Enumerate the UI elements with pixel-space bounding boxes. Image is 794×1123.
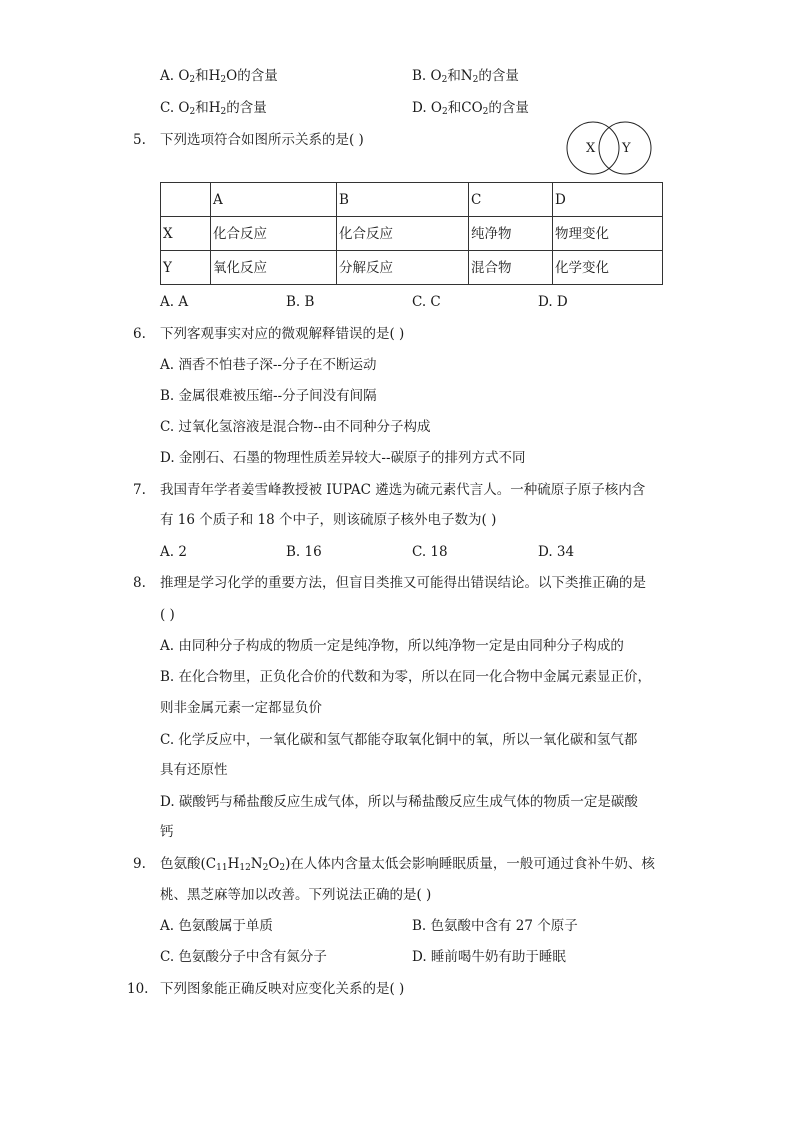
q5-option-d: D. D xyxy=(538,294,568,310)
q4-option-d: D. $O_2$和$CO_2$的含量 xyxy=(412,100,529,117)
q9-option-b: B. 色氨酸中含有 27 个原子 xyxy=(412,918,578,934)
table-cell: A xyxy=(211,183,337,217)
q6-option-a: A. 酒香不怕巷子深--分子在不断运动 xyxy=(160,357,377,373)
q8-option-d-line1: D. 碳酸钙与稀盐酸反应生成气体，所以与稀盐酸反应生成气体的物质一定是碳酸 xyxy=(160,794,638,810)
table-cell xyxy=(161,183,211,217)
q8-option-c-line1: C. 化学反应中，一氧化碳和氢气都能夺取氧化铜中的氧，所以一氧化碳和氢气都 xyxy=(160,732,638,748)
table-cell: X xyxy=(161,217,211,251)
q8-option-b-line2: 则非金属元素一定都显负价 xyxy=(160,700,322,716)
q5-number: 5. xyxy=(133,132,146,148)
q8-stem-line1: 推理是学习化学的重要方法，但盲目类推又可能得出错误结论。以下类推正确的是 xyxy=(160,575,646,591)
q6-number: 6. xyxy=(133,326,146,342)
q8-option-a: A. 由同种分子构成的物质一定是纯净物，所以纯净物一定是由同种分子构成的 xyxy=(160,638,624,654)
q9-stem-line2: 桃、黑芝麻等加以改善。下列说法正确的是( ) xyxy=(160,887,432,903)
q8-stem-line2: ( ) xyxy=(160,607,175,623)
q9-stem-line1: 色氨酸$(C_{11}H_{12}N_2O_2)$在人体内含量太低会影响睡眠质量，一般可通过食补牛奶、核 xyxy=(160,856,655,873)
table-cell: 化合反应 xyxy=(211,217,337,251)
table-cell: 化学变化 xyxy=(553,251,663,285)
q8-number: 8. xyxy=(133,575,146,591)
q7-stem-line2: 有 16 个质子和 18 个中子，则该硫原子核外电子数为( ) xyxy=(160,512,497,528)
table-cell: 物理变化 xyxy=(553,217,663,251)
table-cell: Y xyxy=(161,251,211,285)
q4-option-c: C. $O_2$和$H_2$的含量 xyxy=(160,100,267,117)
q6-option-c: C. 过氧化氢溶液是混合物--由不同种分子构成 xyxy=(160,419,431,435)
q7-option-a: A. 2 xyxy=(160,544,187,560)
q7-option-d: D. 34 xyxy=(538,544,575,560)
table-header-row xyxy=(161,183,663,217)
q9-option-c: C. 色氨酸分子中含有氮分子 xyxy=(160,949,327,965)
q8-option-d-line2: 钙 xyxy=(160,824,174,840)
venn-label-x: X xyxy=(586,141,596,156)
q9-option-d: D. 睡前喝牛奶有助于睡眠 xyxy=(412,949,566,965)
q4-option-a: A. $O_2$和$H_2O$的含量 xyxy=(160,68,278,85)
venn-diagram xyxy=(565,120,657,180)
q6-stem: 下列客观事实对应的微观解释错误的是( ) xyxy=(160,326,405,342)
table-cell: 混合物 xyxy=(469,251,553,285)
table-cell: 纯净物 xyxy=(469,217,553,251)
q9-number: 9. xyxy=(133,856,146,872)
q5-relation-table xyxy=(160,182,663,285)
q8-option-b-line1: B. 在化合物里，正负化合价的代数和为零，所以在同一化合物中金属元素显正价， xyxy=(160,669,652,685)
q6-option-d: D. 金刚石、石墨的物理性质差异较大--碳原子的排列方式不同 xyxy=(160,450,526,466)
table-cell: B xyxy=(337,183,469,217)
q6-option-b: B. 金属很难被压缩--分子间没有间隔 xyxy=(160,388,377,404)
q4-option-b: B. $O_2$和$N_2$的含量 xyxy=(412,68,519,85)
q5-option-b: B. B xyxy=(286,294,315,310)
table-cell: 分解反应 xyxy=(337,251,469,285)
q10-stem: 下列图象能正确反映对应变化关系的是( ) xyxy=(160,981,405,997)
table-cell: C xyxy=(469,183,553,217)
q7-number: 7. xyxy=(133,482,146,498)
table-cell: 氧化反应 xyxy=(211,251,337,285)
table-cell: D xyxy=(553,183,663,217)
q7-option-c: C. 18 xyxy=(412,544,448,560)
venn-label-y: Y xyxy=(622,141,631,156)
table-row xyxy=(161,251,663,285)
q10-number: 10. xyxy=(127,981,149,997)
q8-option-c-line2: 具有还原性 xyxy=(160,762,228,778)
table-cell: 化合反应 xyxy=(337,217,469,251)
q5-option-a: A. A xyxy=(160,294,189,310)
q7-option-b: B. 16 xyxy=(286,544,322,560)
table-row xyxy=(161,217,663,251)
q5-option-c: C. C xyxy=(412,294,441,310)
q5-stem: 下列选项符合如图所示关系的是( ) xyxy=(160,132,364,148)
q7-stem-line1: 我国青年学者姜雪峰教授被 IUPAC 遴选为硫元素代言人。一种硫原子原子核内含 xyxy=(160,482,646,498)
q9-option-a: A. 色氨酸属于单质 xyxy=(160,918,273,934)
